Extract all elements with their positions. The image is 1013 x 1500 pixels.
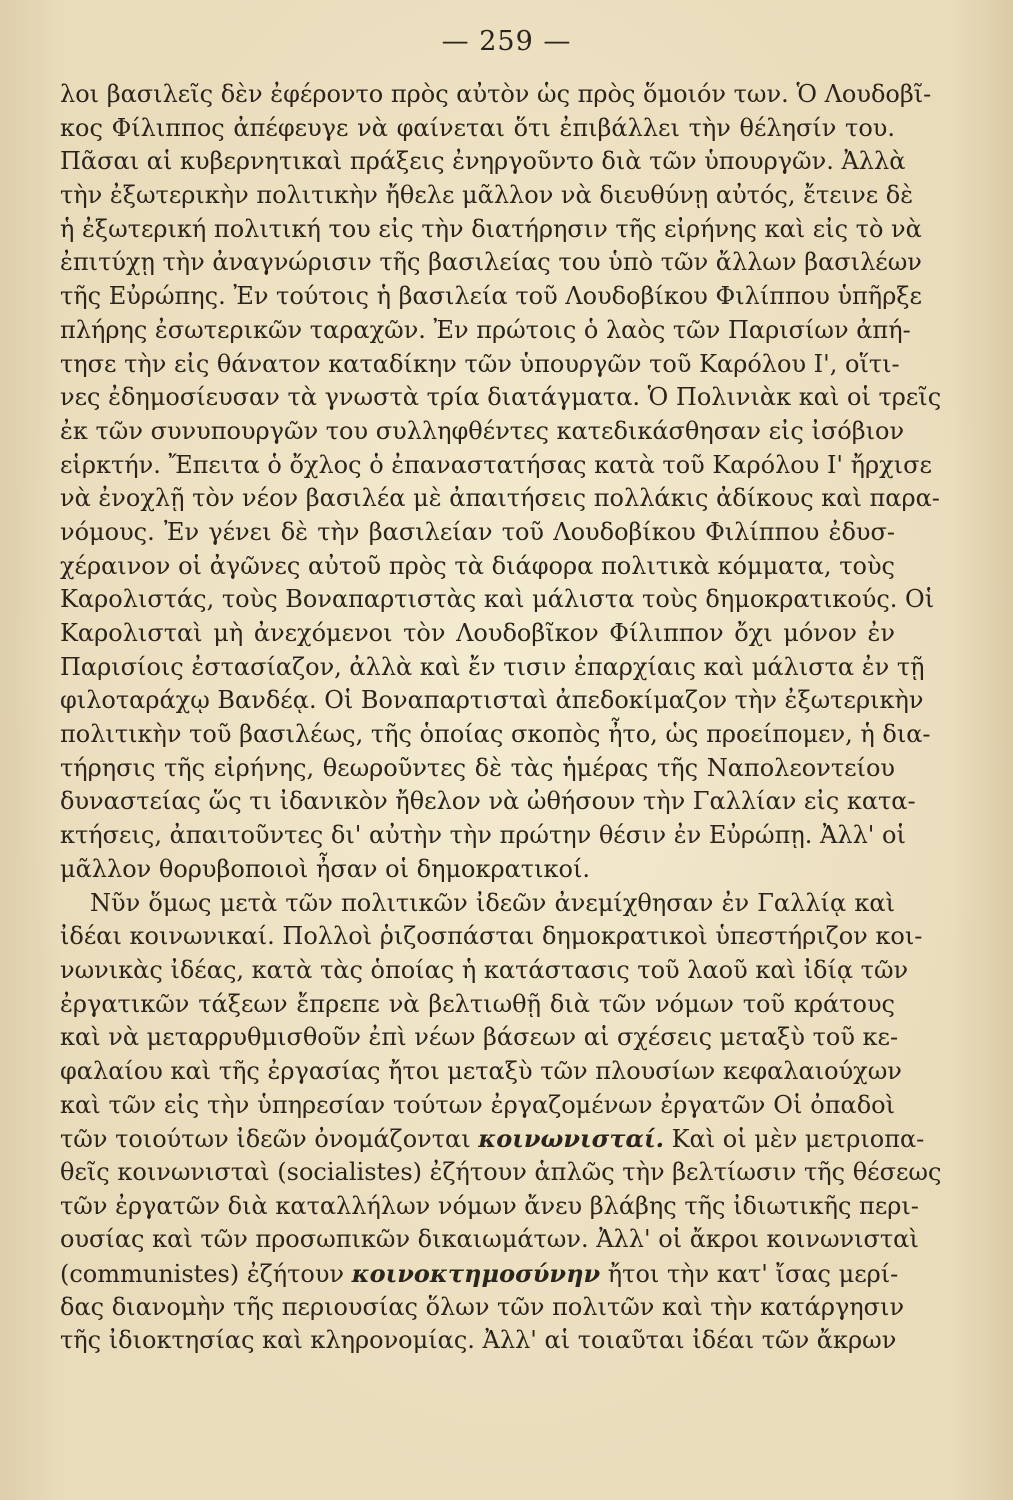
- text-line: [60, 651, 925, 685]
- text-segment: νόμους. Ἐν γένει δὲ τὴν βασιλείαν τοῦ Λουδοβίκου Φιλίππου ἐδυσ-: [60, 517, 895, 546]
- text-segment: τῶν τοιούτων ἰδεῶν ὀνομάζονται: [60, 1125, 479, 1154]
- text-segment: Καρολισταὶ μὴ ἀνεχόμενοι τὸν Λουδοβῖκον Φίλιππον ὄχι μόνον ἐν: [60, 619, 895, 647]
- text-line: [60, 516, 895, 550]
- text-line: [60, 1324, 895, 1358]
- text-line: [60, 1122, 925, 1156]
- text-segment: Παρισίοις ἐστασίαζον, ἀλλὰ καὶ ἔν τισιν ἐπαρχίαις καὶ μάλιστα ἐν τῇ: [60, 652, 925, 681]
- text-segment: ἐργατικῶν τάξεων ἔπρεπε νὰ βελτιωθῇ διὰ τῶν νόμων τοῦ κράτους: [60, 989, 895, 1018]
- text-line: [60, 145, 906, 179]
- text-line: [60, 482, 940, 516]
- page-number: — 259 —: [441, 26, 572, 57]
- text-segment: καὶ νὰ μεταρρυθμισθοῦν ἐπὶ νέων βάσεων αἱ σχέσεις μεταξὺ τοῦ κε-: [60, 1023, 899, 1052]
- text-line: [60, 785, 916, 819]
- text-segment: δυναστείας ὥς τι ἰδανικὸν ἤθελον νὰ ὠθήσουν τὴν Γαλλίαν εἰς κατα-: [60, 787, 916, 816]
- text-line: [60, 246, 922, 280]
- text-segment: τῶν ἐργατῶν διὰ καταλλήλων νόμων ἄνευ βλάβης τῆς ἰδιωτικῆς περι-: [60, 1191, 919, 1220]
- text-line: [60, 887, 895, 921]
- text-segment: καὶ τῶν εἰς τὴν ὑπηρεσίαν τούτων ἐργαζομένων ἐργατῶν Οἱ ὀπαδοὶ: [60, 1090, 895, 1119]
- text-line: [60, 112, 895, 146]
- text-line: [60, 988, 895, 1022]
- text-line: [60, 617, 895, 651]
- text-line: [60, 449, 932, 483]
- text-line: [60, 684, 924, 718]
- text-segment: νωνικὰς ἰδέας, κατὰ τὰς ὁποίας ἡ κατάστασις τοῦ λαοῦ καὶ ἰδίᾳ τῶν: [60, 955, 909, 984]
- text-line: [60, 314, 911, 348]
- text-segment: κος Φίλιππος ἀπέφευγε νὰ φαίνεται ὅτι ἐπιβάλλει τὴν θέλησίν του.: [60, 113, 895, 142]
- text-segment: ἰδέαι κοινωνικαί. Πολλοὶ ῥιζοσπάσται δημοκρατικοὶ ὑπεστήριζον κοι-: [60, 922, 923, 951]
- text-line: [60, 920, 923, 954]
- text-line: [60, 718, 931, 752]
- text-segment: τήρησις τῆς εἰρήνης, θεωροῦντες δὲ τὰς ἡμέρας τῆς Ναπολεοντείου: [60, 753, 895, 782]
- text-line: [60, 1089, 895, 1123]
- text-line: [60, 1223, 919, 1257]
- emphasized-term: κοινωνισταί.: [478, 1124, 664, 1154]
- text-segment: Καρολιστάς, τοὺς Βοναπαρτιστὰς καὶ μάλιστα τοὺς δημοκρατικούς. Οἱ: [60, 585, 935, 614]
- text-segment: θεῖς κοινωνισταὶ (socialistes) ἐζήτουν ἁπλῶς τὴν βελτίωσιν τῆς θέσεως: [60, 1158, 942, 1186]
- text-segment: (communistes) ἐζήτουν: [60, 1260, 352, 1289]
- text-segment: χέραινον οἱ ἀγῶνες αὐτοῦ πρὸς τὰ διάφορα πολιτικὰ κόμματα, τοὺς: [60, 551, 895, 580]
- text-segment: εἱρκτήν. Ἔπειτα ὁ ὄχλος ὁ ἐπαναστατήσας κατὰ τοῦ Καρόλου Ι' ἤρχισε: [60, 450, 932, 479]
- text-body: [60, 78, 942, 1358]
- text-segment: δας διανομὴν τῆς περιουσίας ὅλων τῶν πολιτῶν καὶ τὴν κατάργησιν: [60, 1292, 905, 1321]
- text-segment: νὰ ἐνοχλῇ τὸν νέον βασιλέα μὲ ἀπαιτήσεις πολλάκις ἀδίκους καὶ παρα-: [60, 484, 940, 513]
- text-segment: λοι βασιλεῖς δὲν ἐφέροντο πρὸς αὐτὸν ὡς πρὸς ὅμοιόν των. Ὁ Λουδοβῖ-: [60, 80, 932, 108]
- text-line: [60, 954, 909, 988]
- text-line: [60, 179, 914, 213]
- text-line: [60, 1291, 905, 1325]
- text-line: [60, 819, 906, 853]
- text-line: [60, 752, 895, 786]
- text-segment: μᾶλλον θορυβοποιοὶ ἦσαν οἱ δημοκρατικοί.: [60, 854, 590, 883]
- text-line: [60, 1257, 899, 1291]
- text-line: [60, 348, 900, 382]
- text-line: [60, 415, 905, 449]
- text-segment: κτήσεις, ἀπαιτοῦντες δι' αὐτὴν τὴν πρώτην θέσιν ἐν Εὐρώπῃ. Ἀλλ' οἱ: [60, 821, 906, 850]
- text-segment: τησε τὴν εἰς θάνατον καταδίκην τῶν ὑπουργῶν τοῦ Καρόλου Ι', οἵτι-: [60, 349, 900, 378]
- paragraph: [60, 887, 942, 1359]
- text-line: [60, 1055, 902, 1089]
- text-segment: ἐκ τῶν συνυπουργῶν του συλληφθέντες κατεδικάσθησαν εἰς ἰσόβιον: [60, 416, 905, 445]
- text-line: [60, 381, 942, 415]
- text-line: [60, 1190, 919, 1224]
- text-segment: φιλοταράχῳ Βανδέᾳ. Οἱ Βοναπαρτισταὶ ἀπεδοκίμαζον τὴν ἐξωτερικὴν: [60, 686, 924, 715]
- text-segment: τὴν ἐξωτερικὴν πολιτικὴν ἤθελε μᾶλλον νὰ διευθύνῃ αὐτός, ἔτεινε δὲ: [60, 181, 914, 210]
- text-line: [60, 78, 932, 112]
- text-segment: Πᾶσαι αἱ κυβερνητικαὶ πράξεις ἐνηργοῦντο διὰ τῶν ὑπουργῶν. Ἀλλὰ: [60, 147, 906, 176]
- text-line: [60, 550, 895, 584]
- text-line: [60, 583, 935, 617]
- text-segment: Νῦν ὅμως μετὰ τῶν πολιτικῶν ἰδεῶν ἀνεμίχθησαν ἐν Γαλλίᾳ καὶ: [90, 888, 895, 917]
- text-segment: πολιτικὴν τοῦ βασιλέως, τῆς ὁποίας σκοπὸς ἦτο, ὡς προείπομεν, ἡ δια-: [60, 720, 931, 749]
- text-segment: τῆς Εὐρώπης. Ἐν τούτοις ἡ βασιλεία τοῦ Λουδοβίκου Φιλίππου ὑπῆρξε: [60, 282, 922, 311]
- text-line: [60, 280, 922, 314]
- text-line: [60, 1021, 899, 1055]
- text-segment: τῆς ἰδιοκτησίας καὶ κληρονομίας. Ἀλλ' αἱ τοιαῦται ἰδέαι τῶν ἄκρων: [60, 1326, 897, 1355]
- text-segment: Καὶ οἱ μὲν μετριοπα-: [663, 1125, 925, 1154]
- text-segment: πλήρης ἐσωτερικῶν ταραχῶν. Ἐν πρώτοις ὁ λαὸς τῶν Παρισίων ἀπή-: [60, 315, 911, 344]
- text-line: [60, 1156, 942, 1190]
- text-line: [60, 213, 922, 247]
- text-segment: νες ἐδημοσίευσαν τὰ γνωστὰ τρία διατάγματα. Ὁ Πολινιὰκ καὶ οἱ τρεῖς: [60, 383, 942, 412]
- text-line: [60, 853, 895, 887]
- text-segment: ἤτοι τὴν κατ' ἴσας μερί-: [600, 1260, 899, 1289]
- text-segment: ἐπιτύχῃ τὴν ἀναγνώρισιν τῆς βασιλείας του ὑπὸ τῶν ἄλλων βασιλέων: [60, 248, 922, 277]
- paragraph: [60, 78, 942, 887]
- text-segment: φαλαίου καὶ τῆς ἐργασίας ἤτοι μεταξὺ τῶν πλουσίων κεφαλαιούχων: [60, 1056, 902, 1085]
- text-segment: ουσίας καὶ τῶν προσωπικῶν δικαιωμάτων. Ἀλλ' οἱ ἄκροι κοινωνισταὶ: [60, 1225, 919, 1254]
- emphasized-term: κοινοκτημοσύνην: [351, 1259, 601, 1289]
- text-segment: ἡ ἐξωτερική πολιτική του εἰς τὴν διατήρησιν τῆς εἰρήνης καὶ εἰς τὸ νὰ: [60, 214, 922, 243]
